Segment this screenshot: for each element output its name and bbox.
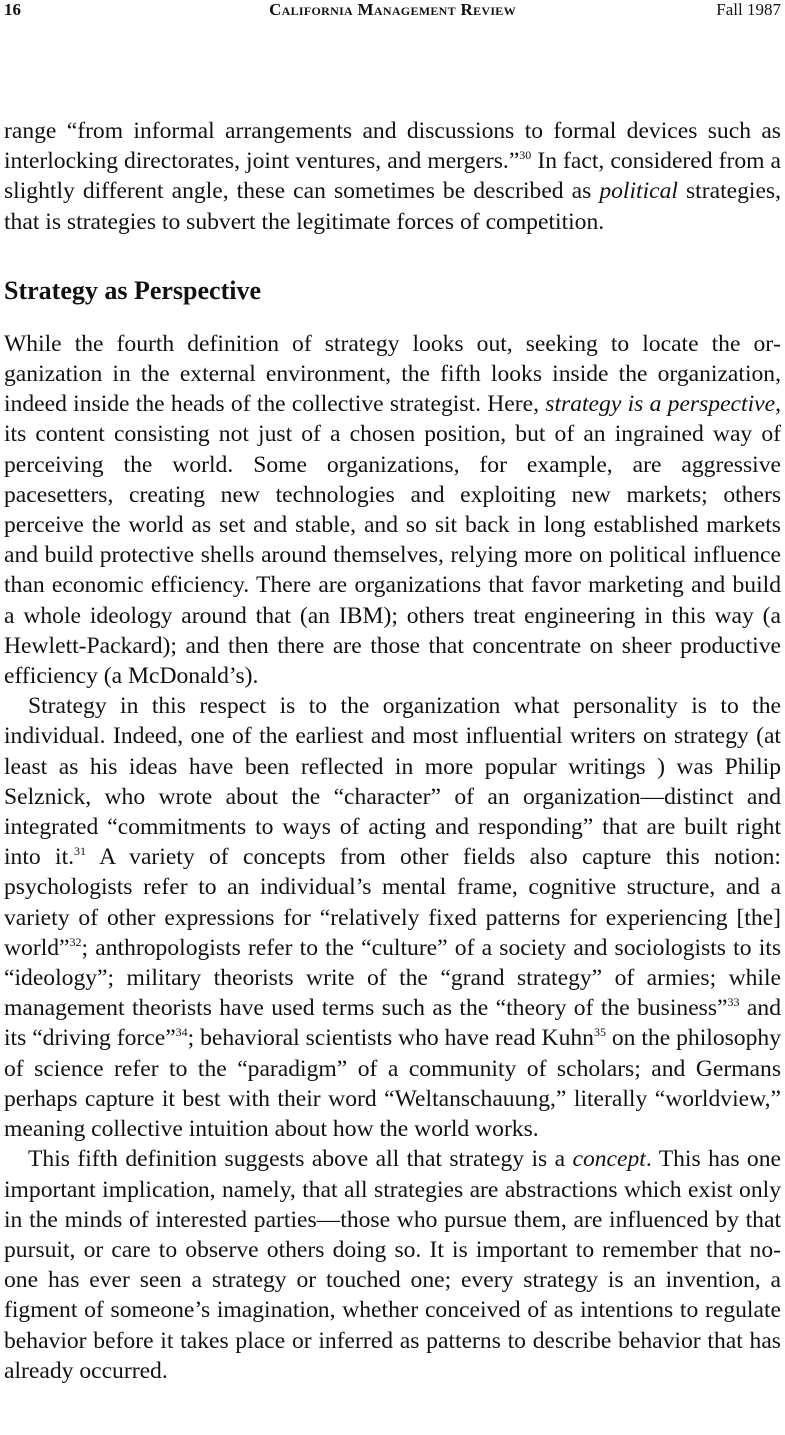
emphasis-strategy-perspective: strategy is a perspective [545, 391, 776, 418]
section-heading: Strategy as Perspective [4, 275, 262, 305]
paragraph-political-strategies [4, 116, 781, 237]
text-run: on the philosophy of science refer to the “paradigm” of a community of scholars; and Germans perhaps capture it best with their word “Weltanschauung,” literally “worldview,” meaning collective intuition about how the world works. [4, 1025, 781, 1143]
article-body [4, 116, 781, 1386]
text-run: Strategy in this respect is to the organization what personality is to the individual. Indeed, one of the earliest and most influential writers on strategy (at least as his ideas have been reflected in more popular writings ) was Philip Selznick, who wrote about the “character” of an organization—distinct and integrated “commitments to ways of acting and responding” that are built right into it. [4, 693, 781, 871]
text-run: and its “driving force” [4, 995, 782, 1052]
text-run: ; behavioral scientists who have read Kuhn [187, 1025, 594, 1052]
text-run: strategies, that is strategies to subvert the legitimate forces of competition. [4, 178, 781, 235]
footnote-ref-31: 31 [74, 844, 87, 859]
footnote-ref-32: 32 [69, 934, 82, 949]
footnote-ref-33: 33 [727, 995, 740, 1010]
paragraph-concept [4, 1144, 781, 1386]
text-run: While the fourth definition of strategy looks out, seeking to locate the organization in the external environment, the fifth looks inside the organization, indeed inside the heads of the collective strategist. Here, [4, 330, 781, 418]
text-run: . This has one important implication, namely, that all strategies are abstractions which exist only in the minds of interested parties—those who pursue them, are influenced by that pursuit, or care to observe others doing so. It is important to remember that no-one has ever seen a strategy or touched one; every strategy is an invention, a figment of someone’s imagination, whether conceived of as intentions to regulate behavior before it takes place or inferred as patterns to describe behavior that has already occurred. [4, 1146, 781, 1384]
text-run: This fifth definition suggests above all that strategy is a [28, 1146, 573, 1173]
paragraph-personality [4, 691, 781, 1144]
paragraph-fifth-definition [4, 329, 781, 691]
emphasis-concept: concept [572, 1146, 646, 1173]
text-run: ; anthropologists refer to the “culture” of a society and sociologists to its “ideology”; military theorists write of the “grand strategy” of armies; while management theorists have used terms such as the “theory of the business” [4, 934, 781, 1022]
footnote-ref-30: 30 [519, 148, 532, 163]
issue-date: Fall 1987 [716, 0, 781, 19]
text-run: In fact, considered from a slightly different angle, these can sometimes be described as [4, 148, 781, 205]
page-number: 16 [4, 0, 21, 19]
text-run: , its content consisting not just of a chosen position, but of an ingrained way of perceiving the world. Some organizations, for example, are aggressive pacesetters, creating new technologies and exploiting new markets; others perceive the world as set and stable, and so sit back in long established markets and build protective shells around themselves, relying more on political influence than economic efficiency. There are organizations that favor marketing and build a whole ideology around that (an IBM); others treat engineering in this way (a Hewlett-Packard); and then there are those that concentrate on sheer productive efficiency (a McDonald’s). [4, 391, 781, 690]
footnote-ref-35: 35 [593, 1025, 606, 1040]
journal-title: California Management Review [269, 0, 516, 19]
running-header [4, 0, 781, 24]
text-run: A variety of concepts from other fields also capture this notion: psychologists refer to an individual’s mental frame, cognitive structure, and a variety of other expressions for “relatively fixed patterns for experiencing [the] world” [4, 844, 781, 961]
footnote-ref-34: 34 [175, 1025, 188, 1040]
emphasis-political: political [599, 178, 678, 205]
text-run: range “from informal arrangements and discussions to formal devices such as interlocking directorates, joint ventures, and mergers.” [4, 118, 781, 175]
